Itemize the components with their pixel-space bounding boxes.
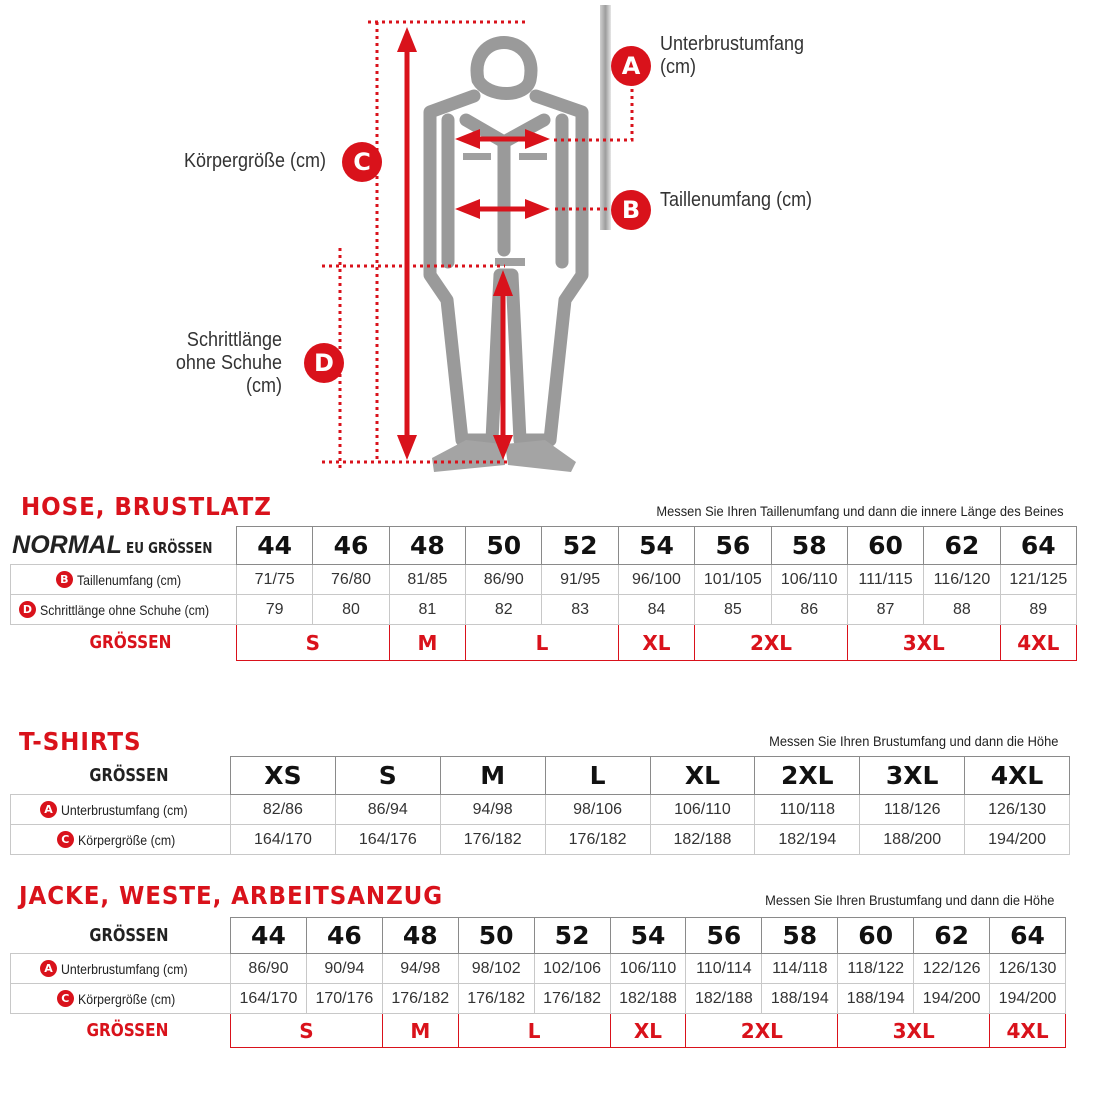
size-header: 4XL [965, 757, 1070, 795]
table-cell: 188/194 [838, 984, 914, 1014]
table-cell: 164/170 [231, 825, 336, 855]
table-cell: 116/120 [924, 565, 1000, 595]
section-note-hose: Messen Sie Ihren Taillenumfang und dann die innere Länge des Beines [656, 503, 1064, 519]
label-taillenumfang: Taillenumfang (cm) [660, 189, 813, 211]
letter-size-cell: M [389, 625, 465, 661]
letter-size-cell: S [231, 1014, 383, 1048]
badge-c-icon: C [57, 831, 74, 848]
table-cell: 194/200 [965, 825, 1070, 855]
row-label [11, 984, 231, 1014]
size-header: 44 [231, 918, 307, 954]
label-a-line1: Unterbrustumfang [660, 33, 805, 55]
table-cell: 94/98 [382, 954, 458, 984]
badge-d-icon: D [304, 343, 344, 383]
table-cell: 176/182 [382, 984, 458, 1014]
row-label-text: Taillenumfang (cm) [76, 571, 181, 588]
groessen-corner-text: GRÖSSEN [89, 924, 169, 946]
letter-size-cell: XL [618, 625, 694, 661]
size-table-hose [10, 526, 1077, 661]
measuring-pole [600, 5, 611, 230]
table-cell: 101/105 [695, 565, 771, 595]
label-d-line2: ohne Schuhe [175, 352, 282, 374]
table-cell: 176/182 [545, 825, 650, 855]
size-header: 64 [1000, 527, 1076, 565]
table-cell: 126/130 [990, 954, 1066, 984]
table-cell: 82/86 [231, 795, 336, 825]
label-d-line1: Schrittlänge [186, 329, 282, 351]
table-row [11, 565, 1077, 595]
size-header: XL [650, 757, 755, 795]
size-header: 52 [542, 527, 618, 565]
table-cell: 82 [466, 595, 542, 625]
row-label-text: Unterbrustumfang (cm) [61, 801, 188, 818]
table-cell: 176/182 [534, 984, 610, 1014]
table-cell: 85 [695, 595, 771, 625]
size-header: 54 [610, 918, 686, 954]
badge-b-icon: B [611, 190, 651, 230]
table-cell: 87 [847, 595, 923, 625]
table-cell: 98/102 [458, 954, 534, 984]
row-label-text: Körpergröße (cm) [77, 990, 175, 1007]
normal-label: NORMAL [12, 530, 122, 559]
size-header: S [335, 757, 440, 795]
table-cell: 94/98 [440, 795, 545, 825]
letter-size-cell: L [466, 625, 619, 661]
label-a-line2: (cm) [660, 56, 696, 78]
section-title-hose: HOSE, BRUSTLATZ [21, 492, 272, 521]
size-header: 2XL [755, 757, 860, 795]
row-label-text: Körpergröße (cm) [77, 831, 175, 848]
table-cell: 176/182 [440, 825, 545, 855]
table-cell: 110/118 [755, 795, 860, 825]
section-title-tshirts: T-SHIRTS [19, 727, 142, 756]
table-cell: 88 [924, 595, 1000, 625]
letter-size-cell: L [458, 1014, 610, 1048]
letter-size-cell: 2XL [686, 1014, 838, 1048]
table-corner-label [11, 757, 231, 795]
table-cell: 106/110 [610, 954, 686, 984]
size-header: 56 [695, 527, 771, 565]
letter-size-row [11, 625, 1077, 661]
table-cell: 114/118 [762, 954, 838, 984]
measurement-figure [0, 0, 1100, 480]
table-corner-label [11, 527, 237, 565]
table-cell: 122/126 [914, 954, 990, 984]
table-cell: 86/90 [466, 565, 542, 595]
table-cell: 118/122 [838, 954, 914, 984]
table-cell: 98/106 [545, 795, 650, 825]
size-header: 54 [618, 527, 694, 565]
size-header: 46 [306, 918, 382, 954]
figure-illustration [0, 0, 1100, 480]
size-header: 64 [990, 918, 1066, 954]
letter-size-cell: 3XL [838, 1014, 990, 1048]
size-header: XS [231, 757, 336, 795]
label-koerpergroesse: Körpergröße (cm) [183, 150, 326, 172]
table-cell: 194/200 [990, 984, 1066, 1014]
table-cell: 194/200 [914, 984, 990, 1014]
table-cell: 164/176 [335, 825, 440, 855]
size-header: 3XL [860, 757, 965, 795]
letter-size-cell: M [382, 1014, 458, 1048]
table-cell: 182/194 [755, 825, 860, 855]
table-cell: 170/176 [306, 984, 382, 1014]
size-header: 58 [762, 918, 838, 954]
groessen-label [11, 1014, 231, 1048]
person-outline-icon [430, 43, 582, 441]
size-header: 48 [382, 918, 458, 954]
row-label [11, 795, 231, 825]
groessen-label [11, 625, 237, 661]
size-header: 44 [237, 527, 313, 565]
table-cell: 102/106 [534, 954, 610, 984]
table-cell: 89 [1000, 595, 1076, 625]
table-corner-label [11, 918, 231, 954]
size-header: 62 [914, 918, 990, 954]
eu-groessen-label: EU GRÖSSEN [126, 538, 213, 557]
size-header: 50 [466, 527, 542, 565]
table-cell: 86 [771, 595, 847, 625]
table-cell: 126/130 [965, 795, 1070, 825]
badge-b-icon: B [56, 571, 73, 588]
groessen-label-text: GRÖSSEN [89, 632, 172, 654]
row-label [11, 825, 231, 855]
section-note-jacke: Messen Sie Ihren Brustumfang und dann die Höhe [764, 892, 1054, 908]
table-cell: 84 [618, 595, 694, 625]
table-cell: 176/182 [458, 984, 534, 1014]
table-cell: 79 [237, 595, 313, 625]
table-cell: 182/188 [610, 984, 686, 1014]
table-cell: 188/194 [762, 984, 838, 1014]
letter-size-cell: XL [610, 1014, 686, 1048]
table-cell: 110/114 [686, 954, 762, 984]
size-header: M [440, 757, 545, 795]
row-label [11, 565, 237, 595]
table-cell: 76/80 [313, 565, 389, 595]
size-header: 46 [313, 527, 389, 565]
table-row [11, 954, 1066, 984]
table-cell: 106/110 [771, 565, 847, 595]
table-cell: 121/125 [1000, 565, 1076, 595]
table-cell: 106/110 [650, 795, 755, 825]
table-cell: 164/170 [231, 984, 307, 1014]
letter-size-cell: 3XL [847, 625, 1000, 661]
letter-size-cell: S [237, 625, 390, 661]
table-row [11, 795, 1070, 825]
table-cell: 90/94 [306, 954, 382, 984]
section-note-tshirts: Messen Sie Ihren Brustumfang und dann die Höhe [768, 733, 1058, 749]
row-label [11, 954, 231, 984]
letter-size-row [11, 1014, 1066, 1048]
table-row [11, 825, 1070, 855]
table-cell: 91/95 [542, 565, 618, 595]
table-row [11, 984, 1066, 1014]
label-schrittlaenge [136, 329, 282, 398]
row-label-text: Unterbrustumfang (cm) [61, 960, 188, 977]
table-cell: 81 [389, 595, 465, 625]
row-label [11, 595, 237, 625]
table-cell: 80 [313, 595, 389, 625]
badge-c-icon: C [57, 990, 74, 1007]
size-header: 50 [458, 918, 534, 954]
label-unterbrustumfang [660, 33, 804, 79]
size-header: 60 [838, 918, 914, 954]
table-cell: 71/75 [237, 565, 313, 595]
table-cell: 182/188 [650, 825, 755, 855]
size-table-jacke [10, 917, 1066, 1048]
badge-c-icon: C [342, 142, 382, 182]
badge-a-icon: A [40, 960, 57, 977]
badge-a-icon: A [611, 46, 651, 86]
size-table-tshirts [10, 756, 1070, 855]
table-cell: 81/85 [389, 565, 465, 595]
size-header: 56 [686, 918, 762, 954]
letter-size-cell: 2XL [695, 625, 848, 661]
size-header: 52 [534, 918, 610, 954]
table-row [11, 595, 1077, 625]
row-label-text: Schrittlänge ohne Schuhe (cm) [39, 601, 210, 618]
size-header: 48 [389, 527, 465, 565]
size-header: 58 [771, 527, 847, 565]
badge-a-icon: A [40, 801, 57, 818]
section-title-jacke: JACKE, WESTE, ARBEITSANZUG [19, 881, 444, 910]
label-d-line3: (cm) [246, 375, 282, 397]
table-cell: 83 [542, 595, 618, 625]
size-header: L [545, 757, 650, 795]
groessen-label-text: GRÖSSEN [86, 1020, 169, 1042]
size-header: 62 [924, 527, 1000, 565]
letter-size-cell: 4XL [990, 1014, 1066, 1048]
table-cell: 86/94 [335, 795, 440, 825]
letter-size-cell: 4XL [1000, 625, 1076, 661]
table-cell: 188/200 [860, 825, 965, 855]
table-cell: 86/90 [231, 954, 307, 984]
table-cell: 118/126 [860, 795, 965, 825]
table-cell: 96/100 [618, 565, 694, 595]
groessen-corner-text: GRÖSSEN [89, 764, 169, 786]
table-cell: 111/115 [847, 565, 923, 595]
size-header: 60 [847, 527, 923, 565]
table-cell: 182/188 [686, 984, 762, 1014]
badge-d-icon: D [19, 601, 36, 618]
